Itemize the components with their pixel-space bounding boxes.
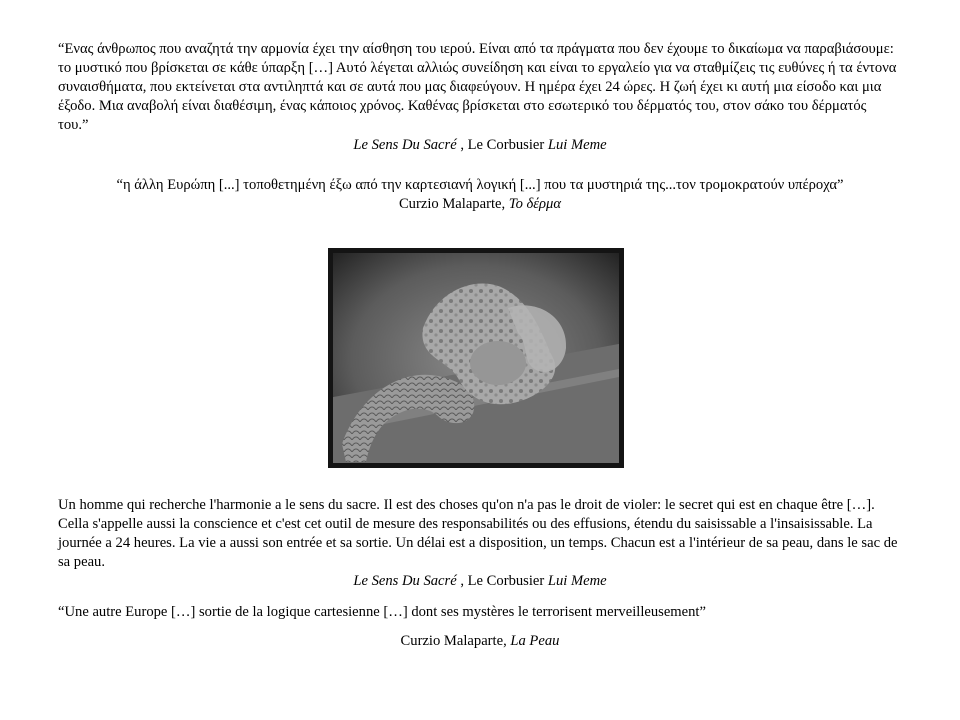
french-cite-author: Le Corbusier [467,573,548,589]
greek-cite-sep: , [456,137,468,153]
french-cite-book: Lui Meme [547,573,607,589]
greek-cite2-author: Curzio Malaparte, [398,196,509,212]
french-cite2-author: Curzio Malaparte, [400,633,511,649]
greek-cite-book: Lui Meme [547,137,607,153]
french-quote: Un homme qui recherche l'harmonie a le sens du sacre. Il est des choses qu'on n'a pas le droit de violer: le secret qui est en chaque être […]. Cella s'appelle aussi la conscience et c'est cet outil de mesure des responsabilités ou des effusions, étendu du saisissable a l'insaisissable. La journée a 24 heures. La vie a aussi son entrée et sa sortie. Un délai est a disposition, un temps. Chacun est a l'intérieur de sa peau, dans le sac de sa peau. [58,497,898,570]
greek-cite-work: Le Sens Du Sacré [353,137,457,153]
greek-quote: “Ενας άνθρωπος που αναζητά την αρμονία έχει την αίσθηση του ιερού. Είναι από τα πράγματα που δεν έχουμε το δικαίωμα να παραβιάσουμε: το μυστικό που βρίσκεται σε κάθε ύπαρξη […] Αυτό λέγεται αλλιώς συνείδηση και είναι το εργαλείο για να σταθμίζεις τις ευθύνες ή τα έντονα συναισθήματα, που εκτείνεται στα αντιληπτά και σε αυτά που μας διαφεύγουν. Η ημέρα έχει 24 ώρες. Η ζωή έχει κι αυτή μια είσοδο και μια έξοδο. Μια αναβολή είναι διαθέσιμη, ένας κάποιος χρόνος. Καθένας βρίσκεται στο εσωτερικό του δέρματός του, στον σάκο του δέρματός του.” [58,41,897,133]
sculpture-photo-icon [328,248,624,468]
greek-citation [0,136,960,155]
french-quote-2: “Une autre Europe […] sortie de la logique cartesienne […] dont ses mystères le terrorisent merveilleusement” [58,604,706,620]
french-cite-work: Le Sens Du Sacré [353,573,457,589]
greek-cite2-book: Το δέρμα [508,196,562,212]
greek-citation-2 [0,195,960,214]
french-citation [0,572,960,591]
greek-quote-2: “η άλλη Ευρώπη [...] τοποθετημένη έξω από την καρτεσιανή λογική [...] που τα μυστηριά της...τον τρομοκρατούν υπέροχα” [116,177,844,193]
french-citation-2 [0,632,960,651]
french-cite-sep: , [456,573,468,589]
french-cite2-book: La Peau [510,633,560,649]
sculpture-photo-graphic [328,248,624,468]
greek-cite-author: Le Corbusier [467,137,548,153]
